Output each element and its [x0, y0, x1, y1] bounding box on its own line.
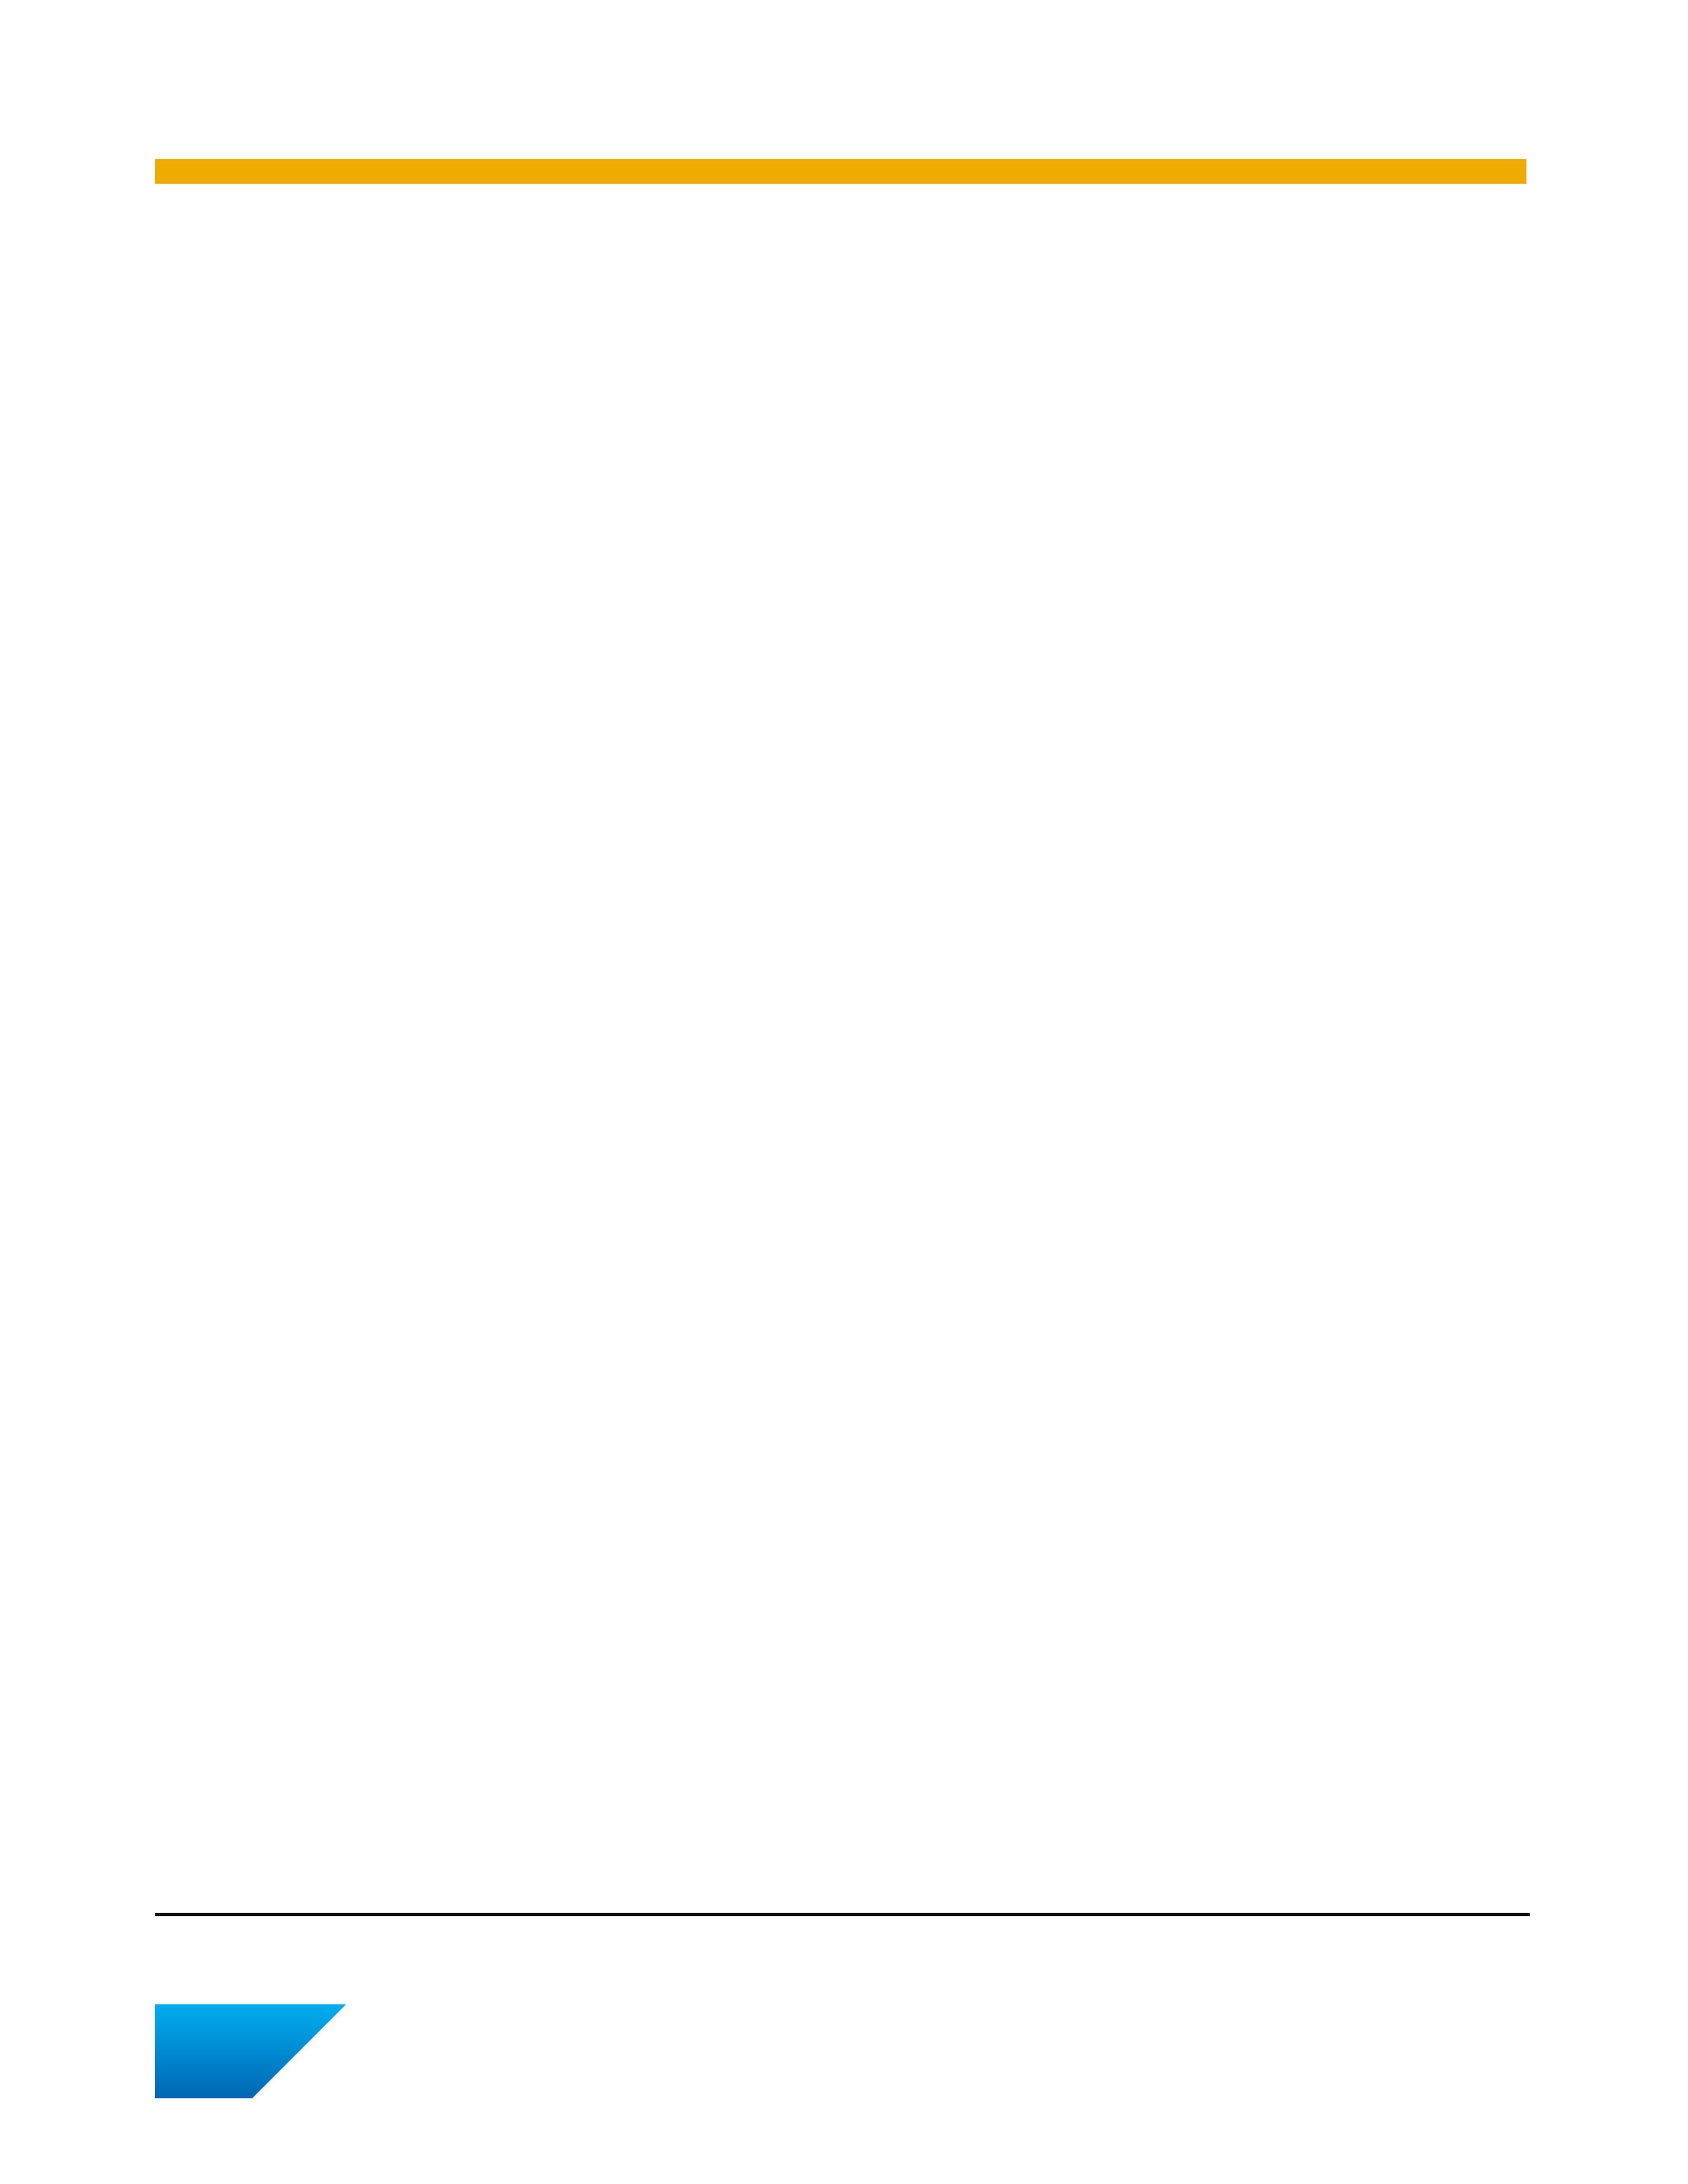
question-list — [204, 272, 1494, 304]
header-accent-bar-fill — [155, 159, 1526, 184]
sap-logo-shape — [155, 2004, 346, 2098]
footer-rule — [155, 1913, 1530, 1916]
sap-logo — [155, 2004, 346, 2105]
header-accent-bar — [155, 159, 1526, 184]
